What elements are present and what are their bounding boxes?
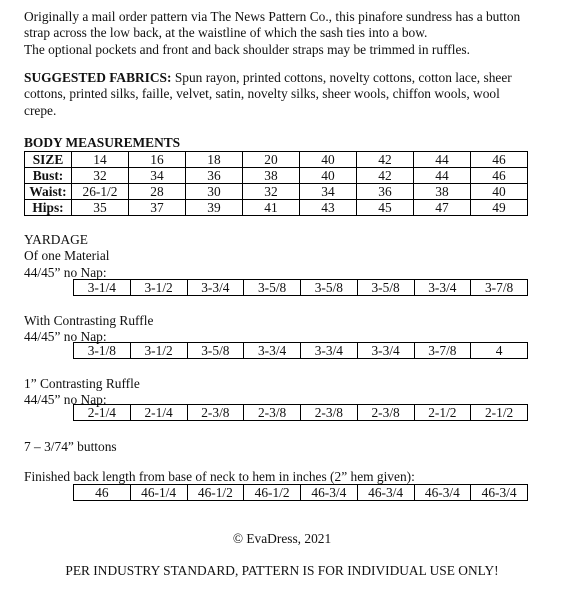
section-title: BODY MEASUREMENTS — [24, 135, 181, 150]
table-cell: 3-1/2 — [130, 343, 187, 359]
table-cell: 3-3/4 — [301, 343, 358, 359]
table-cell: 32 — [72, 168, 129, 184]
table-cell: 14 — [72, 152, 129, 168]
table-cell: 4 — [471, 343, 528, 359]
yardage-contrasting-ruffle-label: With Contrasting Ruffle — [24, 313, 154, 328]
buttons-text: 7 – 3/74” buttons — [24, 439, 117, 454]
yardage-contrasting-ruffle — [24, 313, 560, 346]
table-cell: 38 — [243, 168, 300, 184]
table-cell: 3-3/4 — [187, 280, 244, 296]
table-cell: 18 — [186, 152, 243, 168]
table-row — [74, 280, 528, 296]
table-cell: 3-3/4 — [357, 343, 414, 359]
body-measurements-title — [24, 135, 560, 151]
table-cell: 3-1/4 — [74, 280, 131, 296]
table-cell: 34 — [129, 168, 186, 184]
yardage-ruffle-only-label: 1” Contrasting Ruffle — [24, 376, 140, 391]
table-cell: 3-7/8 — [471, 280, 528, 296]
table-cell: 3-1/2 — [130, 280, 187, 296]
table-cell: 46-3/4 — [357, 485, 414, 501]
table-cell: 2-1/2 — [471, 405, 528, 421]
row-header: SIZE — [25, 152, 72, 168]
yardage-one-material-sub: 44/45” no Nap: — [24, 264, 107, 280]
fabrics-label: SUGGESTED FABRICS: — [24, 70, 172, 85]
table-cell: 47 — [414, 200, 471, 216]
table-cell: 46-3/4 — [471, 485, 528, 501]
section-title: YARDAGE — [24, 232, 88, 247]
table-cell: 37 — [129, 200, 186, 216]
table-cell: 3-3/4 — [414, 280, 471, 296]
fabrics-text: Spun rayon, printed cottons, novelty cottons, cotton lace, sheer — [171, 70, 512, 85]
table-cell: 46 — [471, 152, 528, 168]
yardage-title — [24, 232, 560, 281]
copyright: © EvaDress, 2021 — [232, 531, 332, 546]
table-cell: 43 — [300, 200, 357, 216]
table-cell: 2-1/4 — [130, 405, 187, 421]
back-length-table — [73, 484, 528, 501]
yardage-one-material-label: Of one Material — [24, 248, 110, 264]
table-cell: 2-3/8 — [357, 405, 414, 421]
intro-line: The optional pockets and front and back shoulder straps may be trimmed in ruffles. — [24, 41, 470, 57]
table-row — [74, 405, 528, 421]
table-cell: 3-1/8 — [74, 343, 131, 359]
yardage-ruffle-only-sub: 44/45” no Nap: — [24, 392, 107, 408]
table-cell: 42 — [357, 152, 414, 168]
table-cell: 36 — [357, 184, 414, 200]
table-cell: 2-1/2 — [414, 405, 471, 421]
table-cell: 46-1/4 — [130, 485, 187, 501]
body-measurements-table — [24, 151, 528, 216]
table-cell: 26-1/2 — [72, 184, 129, 200]
table-cell: 3-3/4 — [244, 343, 301, 359]
table-row — [74, 343, 528, 359]
table-cell: 44 — [414, 168, 471, 184]
back-length-label: Finished back length from base of neck to hem in inches (2” hem given): — [24, 469, 415, 484]
table-cell: 46 — [471, 168, 528, 184]
table-cell: 3-5/8 — [187, 343, 244, 359]
table-cell: 3-5/8 — [357, 280, 414, 296]
table-cell: 46-1/2 — [244, 485, 301, 501]
table-cell: 30 — [186, 184, 243, 200]
table-cell: 42 — [357, 168, 414, 184]
table-cell: 28 — [129, 184, 186, 200]
table-cell: 32 — [243, 184, 300, 200]
table-cell: 3-5/8 — [301, 280, 358, 296]
fabrics-line: cottons, printed silks, faille, velvet, satin, novelty silks, sheer wools, chiffon wools, wool — [24, 86, 500, 102]
yardage-contrasting-ruffle-sub: 44/45” no Nap: — [24, 329, 107, 345]
yardage-ruffle-only-table — [73, 404, 528, 421]
row-header: Hips: — [25, 200, 72, 216]
fabrics-line: crepe. — [24, 102, 57, 118]
table-cell: 3-7/8 — [414, 343, 471, 359]
table-row — [25, 200, 528, 216]
table-cell: 34 — [300, 184, 357, 200]
fabrics-line — [24, 70, 560, 86]
row-header: Waist: — [25, 184, 72, 200]
table-cell: 38 — [414, 184, 471, 200]
back-length — [24, 469, 560, 485]
yardage-contrasting-ruffle-table — [73, 342, 528, 359]
table-row — [25, 184, 528, 200]
table-cell: 2-3/8 — [301, 405, 358, 421]
table-cell: 46-3/4 — [414, 485, 471, 501]
table-row — [74, 485, 528, 501]
table-cell: 36 — [186, 168, 243, 184]
table-cell: 20 — [243, 152, 300, 168]
table-row — [25, 168, 528, 184]
table-cell: 39 — [186, 200, 243, 216]
table-cell: 3-5/8 — [244, 280, 301, 296]
suggested-fabrics — [24, 70, 560, 119]
table-cell: 2-3/8 — [244, 405, 301, 421]
table-cell: 46 — [74, 485, 131, 501]
intro-line: strap across the low back, at the waistline of which the sash ties into a bow. — [24, 25, 428, 41]
table-cell: 41 — [243, 200, 300, 216]
table-cell: 2-1/4 — [74, 405, 131, 421]
buttons-note — [24, 439, 560, 455]
table-cell: 2-3/8 — [187, 405, 244, 421]
table-row — [25, 152, 528, 168]
table-cell: 16 — [129, 152, 186, 168]
table-cell: 45 — [357, 200, 414, 216]
table-cell: 40 — [471, 184, 528, 200]
row-header: Bust: — [25, 168, 72, 184]
table-cell: 40 — [300, 152, 357, 168]
intro-line: Originally a mail order pattern via The News Pattern Co., this pinafore sundress has a button — [24, 9, 521, 24]
table-cell: 44 — [414, 152, 471, 168]
table-cell: 40 — [300, 168, 357, 184]
table-cell: 46-3/4 — [301, 485, 358, 501]
yardage-one-material-table — [73, 279, 528, 296]
table-cell: 35 — [72, 200, 129, 216]
intro-paragraph — [24, 9, 560, 58]
table-cell: 49 — [471, 200, 528, 216]
table-cell: 46-1/2 — [187, 485, 244, 501]
usage-notice: PER INDUSTRY STANDARD, PATTERN IS FOR INDIVIDUAL USE ONLY! — [65, 563, 499, 578]
